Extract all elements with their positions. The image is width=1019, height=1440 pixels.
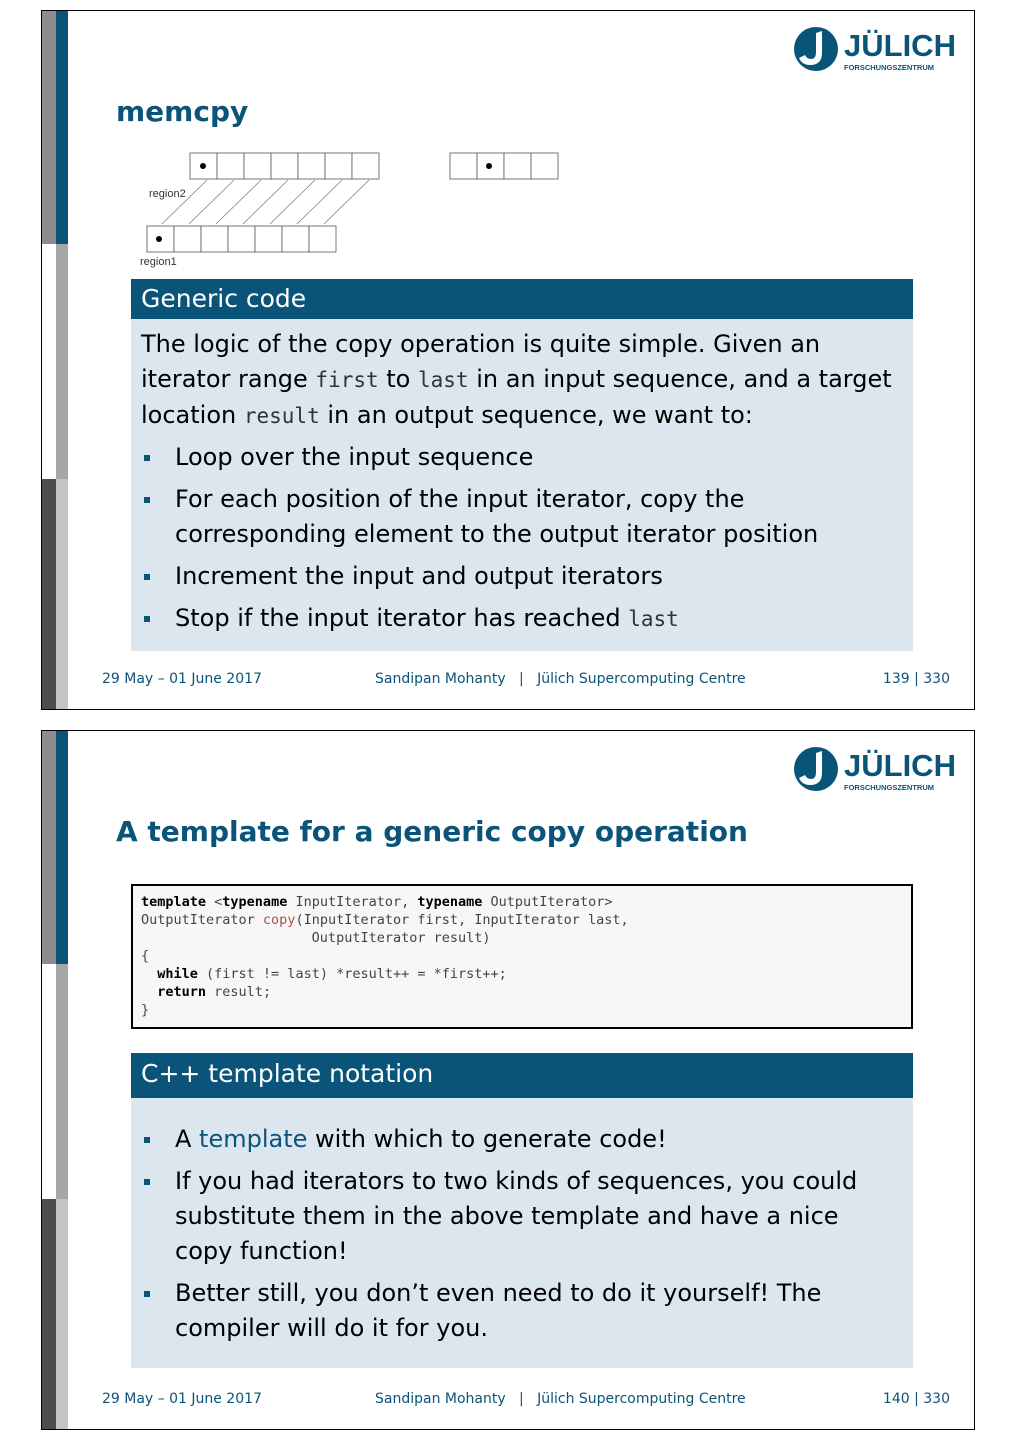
template-term: template [199,1125,308,1153]
logo-subtitle: FORSCHUNGSZENTRUM [844,63,934,72]
code-last: last [418,368,469,392]
bullet-list [141,440,903,637]
list-item: Loop over the input sequence [141,440,903,475]
logo-subtitle: FORSCHUNGSZENTRUM [844,783,934,792]
logo-wordmark: JÜLICH [844,748,956,783]
generic-code-block [131,279,913,651]
memcpy-diagram [137,149,587,269]
julich-logo [792,25,956,77]
block-title: Generic code [131,279,913,319]
footer-credit: Sandipan Mohanty | Jülich Supercomputing Centre [375,671,746,687]
block-title: C++ template notation [131,1053,913,1098]
list-item: For each position of the input iterator, copy the corresponding element to the output iterator position [141,482,903,552]
slide-139 [41,10,975,710]
slide-sidebar [42,11,68,709]
block-body [131,1098,913,1368]
intro-paragraph: The logic of the copy operation is quite simple. Given an iterator range first to last in an input sequence, and a target location result in an output sequence, we want to: [141,330,892,429]
code-listing: template <typename InputIterator, typename OutputIterator> OutputIterator copy(InputIterator first, InputIterator last, OutputIterator result) { while (first != last) *result++ = *first++; return result; } [131,884,913,1029]
region1-label: region1 [140,256,177,268]
list-item: Stop if the input iterator has reached last [141,601,903,637]
block-body [131,319,913,651]
code-last: last [628,607,679,631]
page-title: A template for a generic copy operation [116,815,748,848]
logo-wordmark: JÜLICH [844,28,956,63]
list-item: Better still, you don’t even need to do it yourself! The compiler will do it for you. [141,1276,903,1346]
region2-label: region2 [149,188,186,200]
footer-date: 29 May – 01 June 2017 [102,671,262,687]
footer-credit: Sandipan Mohanty | Jülich Supercomputing Centre [375,1391,746,1407]
list-item: A template with which to generate code! [141,1122,903,1157]
footer-page-number: 140 | 330 [882,1391,950,1407]
slide-sidebar [42,731,68,1429]
list-item: Increment the input and output iterators [141,559,903,594]
julich-logo [792,745,956,797]
code-result: result [243,404,320,428]
code-first: first [315,368,379,392]
template-notation-block [131,1053,913,1368]
footer-date: 29 May – 01 June 2017 [102,1391,262,1407]
slide-140 [41,730,975,1430]
footer-page-number: 139 | 330 [882,671,950,687]
list-item: If you had iterators to two kinds of sequences, you could substitute them in the above template and have a nice copy function! [141,1164,903,1269]
page-title: memcpy [116,95,249,128]
bullet-list [141,1122,903,1346]
